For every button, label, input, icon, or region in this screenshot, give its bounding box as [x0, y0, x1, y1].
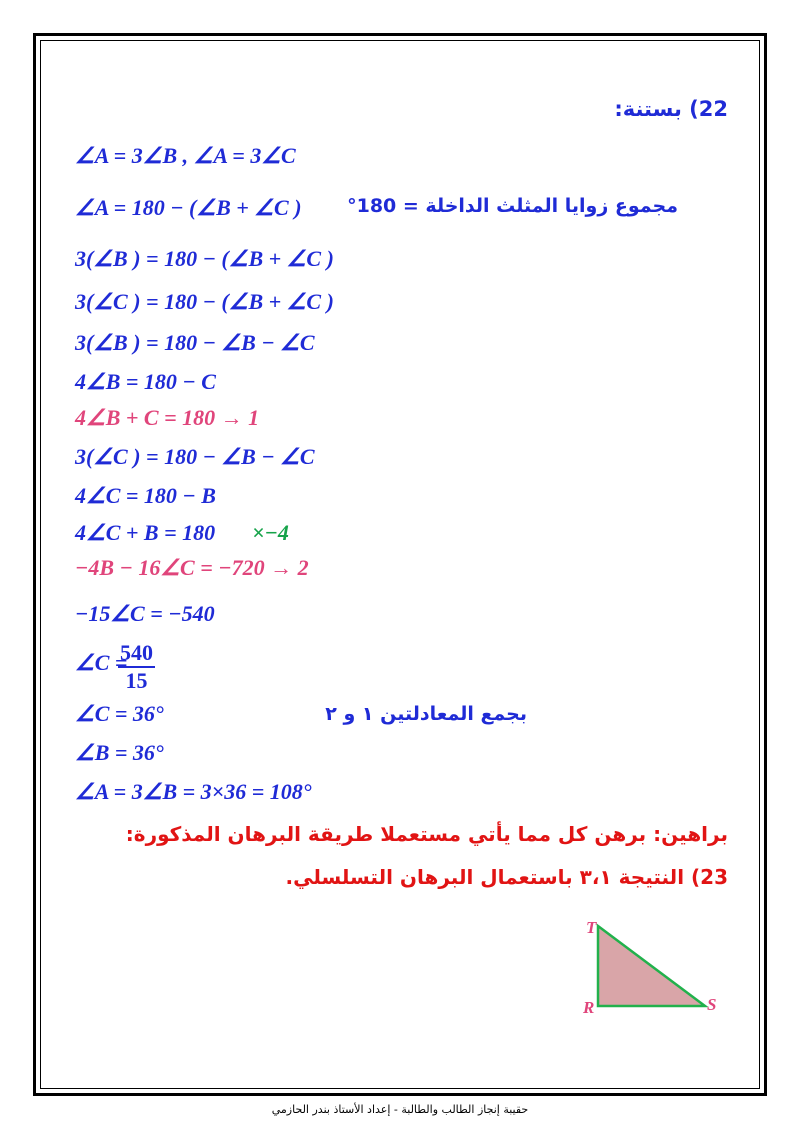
equation-line-14: ∠C = 36° — [75, 701, 164, 726]
equation-line-7: 4∠B + C = 180 → 1 — [75, 405, 260, 430]
equation-line-2: ∠A = 180 − (∠B + ∠C ) — [75, 195, 302, 220]
equation-line-12: −15∠C = −540 — [75, 601, 215, 626]
equation-line-11: −4B − 16∠C = −720 → 2 — [75, 555, 309, 580]
fraction-denominator: 15 — [125, 668, 148, 693]
angle-sum-note: مجموع زوايا المثلث الداخلة = 180° — [347, 195, 678, 217]
right-triangle-tsr — [585, 918, 725, 1018]
problem-23-statement: 23) النتيجة ٣،١ باستعمال البرهان التسلسلي. — [285, 865, 728, 889]
equation-line-16: ∠A = 3∠B = 3×36 = 108° — [75, 779, 312, 804]
equation-line-3: 3(∠B ) = 180 − (∠B + ∠C ) — [75, 246, 334, 271]
triangle-shape — [598, 926, 705, 1006]
fraction-numerator: 540 — [118, 640, 155, 668]
equation-line-5: 3(∠B ) = 180 − ∠B − ∠C — [75, 330, 315, 355]
vertex-r-label: R — [583, 998, 595, 1017]
equation-line-15: ∠B = 36° — [75, 740, 164, 765]
equation-line-10: 4∠C + B = 180 — [75, 520, 216, 545]
equation-line-4: 3(∠C ) = 180 − (∠B + ∠C ) — [75, 289, 334, 314]
equation-line-9: 4∠C = 180 − B — [75, 483, 216, 508]
vertex-s-label: S — [707, 995, 717, 1014]
equation-line-13: ∠C = — [75, 650, 128, 675]
fraction-540-over-15 — [118, 640, 155, 694]
equation-line-6: 4∠B = 180 − C — [75, 369, 216, 394]
page-footer: حقيبة إنجاز الطالب والطالبة - إعداد الأستاذ بندر الحازمي — [271, 1103, 529, 1116]
equation-line-1: ∠A = 3∠B , ∠A = 3∠C — [75, 143, 296, 168]
vertex-t-label: T — [586, 918, 597, 937]
equation-line-8: 3(∠C ) = 180 − ∠B − ∠C — [75, 444, 315, 469]
proofs-heading: براهين: برهن كل مما يأتي مستعملا طريقة البرهان المذكورة: — [125, 822, 728, 846]
problem-22-title: 22) بستنة: — [614, 97, 728, 121]
multiplier-label: ×−4 — [252, 520, 289, 545]
add-equations-note: بجمع المعادلتين ١ و ٢ — [325, 703, 527, 725]
